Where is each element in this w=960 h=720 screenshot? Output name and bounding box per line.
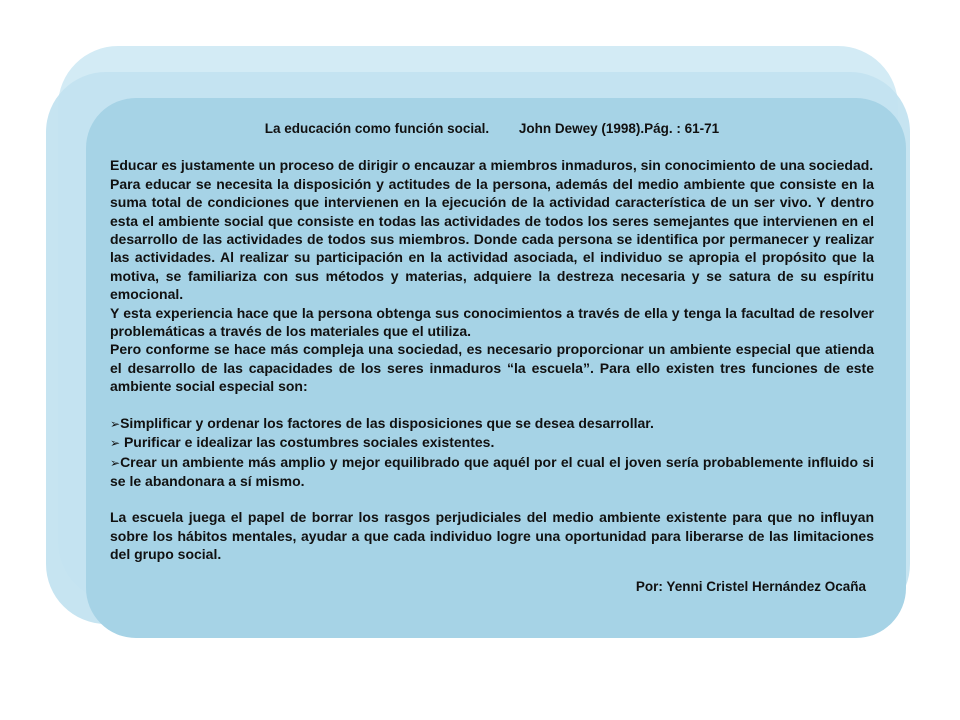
arrow-bullet-icon: ➢ — [110, 436, 121, 451]
list-item-text: Purificar e idealizar las costumbres sociales existentes. — [120, 434, 495, 451]
list-item-text: Crear un ambiente más amplio y mejor equilibrado que aquél por el cual el joven sería probablemente influido si se le abandonara a sí mismo. — [110, 453, 874, 489]
document-heading — [110, 120, 874, 138]
document-card — [100, 108, 880, 628]
list-item — [110, 433, 874, 452]
arrow-bullet-icon: ➢ — [110, 416, 121, 431]
conclusion-paragraph: La escuela juega el papel de borrar los rasgos perjudiciales del medio ambiente existente para que no influyan sobre los hábitos mentales, ayudar a que cada individuo logre una oportunidad para liberarse de las limitaciones del grupo social. — [110, 509, 874, 563]
list-item — [110, 414, 874, 433]
functions-list — [110, 414, 874, 491]
arrow-bullet-icon: ➢ — [110, 455, 121, 470]
paragraph-4: Pero conforme se hace más compleja una sociedad, es necesario proporcionar un ambiente especial que atienda el desarrollo de las capacidades de los seres inmaduros “la escuela”. Para ello existen tres funciones de este ambiente social especial son: — [110, 341, 874, 395]
document-title: La educación como función social. — [264, 121, 490, 136]
paragraph-1: Educar es justamente un proceso de dirigir o encauzar a miembros inmaduros, sin conocimiento de una sociedad. — [110, 157, 874, 174]
document-citation: John Dewey (1998).Pág. : 61-71 — [518, 121, 720, 136]
document-body — [110, 156, 874, 395]
list-item-text: Simplificar y ordenar los factores de las disposiciones que se desea desarrollar. — [120, 414, 654, 431]
paragraph-3: Y esta experiencia hace que la persona obtenga sus conocimientos a través de ella y tenga la facultad de resolver problemáticas a través de los materiales que el utiliza. — [110, 304, 874, 340]
list-item — [110, 453, 874, 491]
paragraph-2: Para educar se necesita la disposición y actitudes de la persona, además del medio ambiente que consiste en la suma total de condiciones que intervienen en la ejecución de la actividad característica de un ser vivo. Y dentro esta el ambiente social que consiste en todas las actividades de todos los seres semejantes que intervienen en el desarrollo de las actividades de todos sus miembros. Donde cada persona se identifica por permanecer y realizar las actividades. Al realizar su participación en la actividad asociada, el individuo se apropia el propósito que la motiva, se familiariza con sus métodos y materias, adquiere la destreza necesaria y se satura de su espíritu emocional. — [110, 175, 874, 303]
author-signature: Por: Yenni Cristel Hernández Ocaña — [635, 578, 866, 594]
